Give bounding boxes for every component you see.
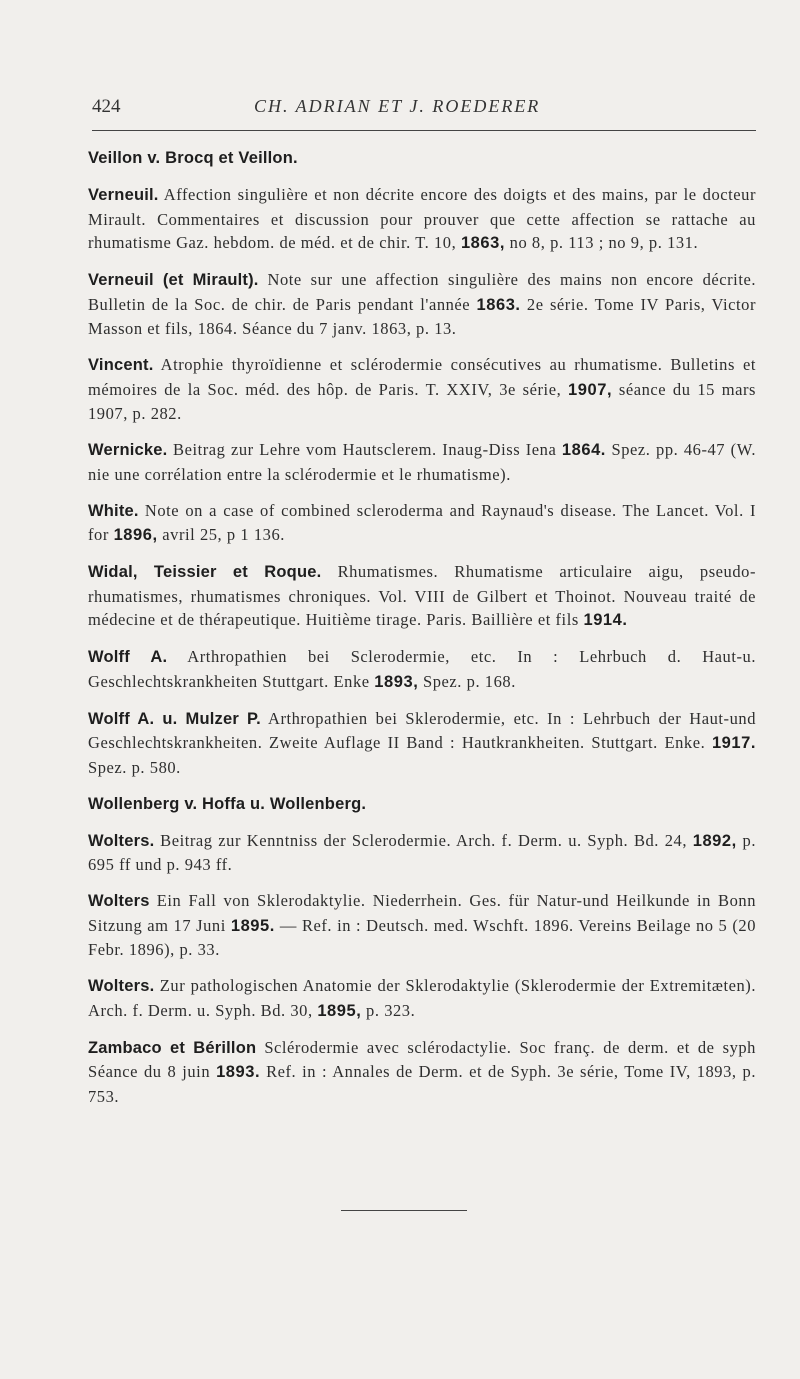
page-header (92, 96, 738, 128)
bibliography-entry (88, 146, 756, 171)
entry-text: Arthropathien bei Sklerodermie, etc. In : Lehrbuch der Haut-und Geschlechtskrankheiten. Zweite Auflage II Band : Hautkrankheiten. Stuttgart. Enke. (88, 708, 757, 752)
entry-year: 1895. (230, 916, 275, 935)
entry-text: Rhumatismes. Rhumatisme articulaire aigu, pseudo-rhumatismes, rhumatismes chroniques. Vol. VIII de Gilbert et Thoinot. Nouveau traité de médecine et de thérapeutique. Huitième tirage. Paris. Baillière et fils (88, 562, 756, 629)
entry-author: Zambaco et Bérillon (88, 1038, 257, 1057)
entry-text-continued: p. 695 ff und p. 943 ff. (88, 830, 756, 874)
entry-text: Beitrag zur Kenntniss der Sclerodermie. Arch. f. Derm. u. Syph. Bd. 24, (154, 830, 693, 850)
entry-year: 1863. (476, 295, 521, 314)
entry-text: Note on a case of combined scleroderma and Raynaud's disease. The Lancet. Vol. I for (88, 500, 756, 544)
entry-text-continued: 2e série. Tome IV Paris, Victor Masson et fils, 1864. Séance du 7 janv. 1863, p. 13. (88, 294, 756, 338)
entry-author: Vincent. (88, 356, 154, 374)
entry-author: Wolff A. (88, 648, 168, 666)
entry-author: Wernicke. (88, 441, 168, 459)
bibliography-entry (88, 560, 756, 633)
entry-author: Verneuil (et Mirault). (88, 271, 259, 289)
footer-rule (341, 1210, 467, 1211)
entry-text: Affection singulière et non décrite encore des doigts et des mains, par le docteur Mirault. Commentaires et discussion pour prouver que cette affection se rattache au rhumatisme Gaz. hebdom. de méd. et de chir. T. 10, (88, 185, 756, 252)
entry-author: Wollenberg v. Hoffa u. Wollenberg. (88, 794, 367, 813)
bibliography-entry (88, 707, 756, 780)
entry-year: 1914. (583, 611, 628, 629)
entry-author: Wolff A. u. Mulzer P. (88, 709, 261, 728)
bibliography-entry (88, 268, 756, 341)
bibliography-entry (88, 438, 756, 486)
entry-text-continued: Spez. p. 168. (418, 671, 516, 691)
entry-author: Wolters. (88, 831, 155, 850)
entry-text-continued: avril 25, p 1 136. (157, 525, 285, 544)
entry-text: Note sur une affection singulière des mains non encore décrite. Bulletin de la Soc. de chir. de Paris pendant l'année (88, 270, 756, 314)
bibliography-entry (88, 499, 756, 548)
entry-text: Zur pathologischen Anatomie der Sklerodaktylie (Sklerodermie der Extremitæten). Arch. f. Derm. u. Syph. Bd. 30, (88, 976, 756, 1020)
bibliography-entry (88, 829, 756, 877)
bibliography-entry (88, 645, 756, 694)
entry-year: 1917. (711, 734, 756, 752)
bibliography-entry (88, 1036, 756, 1109)
entry-text: Atrophie thyroïdienne et sclérodermie consécutives au rhumatisme. Bulletins et mémoires de la Soc. méd. des hôp. de Paris. T. XXIV, 3e série, (88, 355, 756, 399)
entry-year: 1863, (460, 234, 505, 252)
entry-text-continued: Ref. in : Annales de Derm. et de Syph. 3e série, Tome IV, 1893, p. 753. (88, 1062, 756, 1106)
entry-year: 1892, (692, 831, 737, 850)
entry-year: 1893, (374, 672, 419, 691)
entry-year: 1896, (113, 526, 158, 544)
entry-text-continued: séance du 15 mars 1907, p. 282. (88, 379, 756, 423)
entry-text: Ein Fall von Sklerodaktylie. Niederrhein. Ges. für Natur-und Heilkunde in Bonn Sitzung am 17 Juni (88, 891, 756, 935)
bibliography-entry (88, 353, 756, 426)
entry-author: White. (88, 501, 139, 520)
entry-year: 1895, (317, 1001, 362, 1020)
entry-text-continued: Spez. p. 580. (88, 757, 181, 777)
entry-year: 1907, (568, 380, 613, 399)
entry-text-continued: p. 323. (361, 1000, 416, 1020)
entry-author: Veillon v. Brocq et Veillon. (88, 149, 298, 167)
entry-year: 1864. (561, 441, 606, 459)
bibliography-entry (88, 974, 756, 1023)
entry-author: Wolters (88, 892, 150, 910)
header-rule (92, 130, 756, 131)
bibliography-entry (88, 889, 756, 962)
entry-author: Wolters. (88, 977, 155, 995)
entry-year: 1893. (216, 1063, 261, 1081)
running-title: CH. ADRIAN ET J. ROEDERER (254, 96, 541, 116)
entry-text-continued: Spez. pp. 46-47 (W. nie une corrélation entre la sclérodermie et le rhumatisme). (88, 440, 757, 484)
bibliography-list (88, 146, 756, 1121)
entry-text: Beitrag zur Lehre vom Hautsclerem. Inaug-Diss Iena (167, 440, 562, 459)
entry-text: Arthropathien bei Sclerodermie, etc. In : Lehrbuch d. Haut-u. Geschlechtskrankheiten Stuttgart. Enke (88, 647, 756, 691)
entry-author: Widal, Teissier et Roque. (88, 563, 322, 581)
page-number: 424 (92, 96, 121, 117)
bibliography-entry (88, 183, 756, 256)
bibliography-entry (88, 792, 756, 817)
entry-text: Sclérodermie avec sclérodactylie. Soc franç. de derm. et de syph Séance du 8 juin (88, 1037, 756, 1081)
entry-text-continued: — Ref. in : Deutsch. med. Wschft. 1896. Vereins Beilage no 5 (20 Febr. 1896), p. 33. (88, 915, 756, 959)
entry-author: Verneuil. (88, 186, 159, 204)
entry-text-continued: no 8, p. 113 ; no 9, p. 131. (504, 233, 699, 252)
